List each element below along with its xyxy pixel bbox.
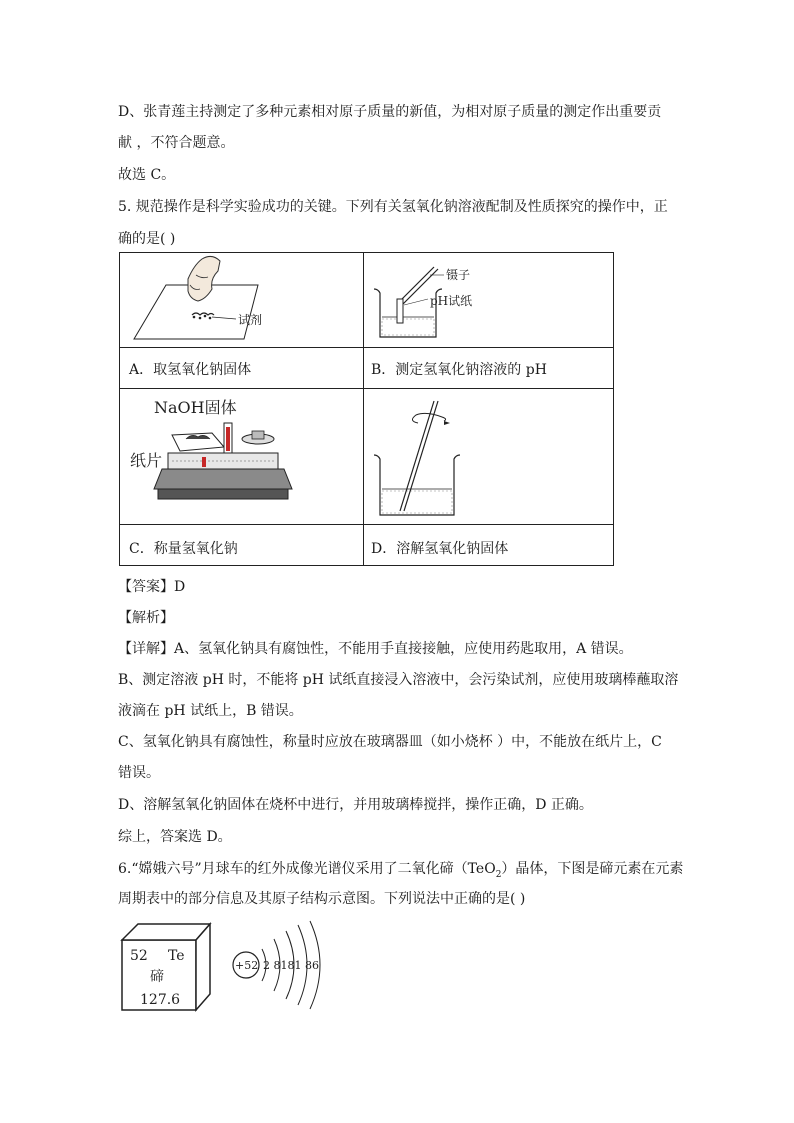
option-c-figure (128, 393, 360, 523)
text-line: 故选 C。 (118, 167, 176, 183)
question-5-stem: 确的是( ) (118, 231, 176, 247)
text-line: 综上，答案选 D。 (118, 829, 232, 845)
option-a-figure (126, 255, 362, 345)
electron-shells: 2 8181 86 (263, 959, 319, 972)
options-table (119, 252, 614, 566)
answer-line: 【答案】D (118, 579, 186, 595)
label-ph-paper: pH试纸 (430, 294, 473, 308)
text-line: D、张青莲主持测定了多种元素相对原子质量的新值，为相对原子质量的测定作出重要贡 (118, 104, 662, 120)
table-divider (120, 524, 613, 525)
label-reagent: 试剂 (238, 313, 263, 327)
text-line: C、氢氧化钠具有腐蚀性，称量时应放在玻璃器皿（如小烧杯 ）中，不能放在纸片上，C (118, 734, 662, 750)
option-d-figure (370, 393, 610, 523)
option-a-caption: A．取氢氧化钠固体 (129, 362, 252, 378)
option-d-caption: D．溶解氢氧化钠固体 (371, 541, 509, 557)
option-b-caption: B．测定氢氧化钠溶液的 pH (371, 362, 547, 378)
option-c-caption: C．称量氢氧化钠 (129, 541, 238, 557)
text-line: 液滴在 pH 试纸上，B 错误。 (118, 703, 303, 719)
table-divider (120, 388, 613, 389)
atomic-mass: 127.6 (140, 992, 181, 1008)
element-name: 碲 (150, 969, 164, 985)
table-divider (363, 253, 364, 565)
subscript: 2 (495, 869, 502, 880)
text-line: 错误。 (118, 765, 160, 781)
table-divider (120, 347, 613, 348)
question-6-text: 6.“嫦娥六号”月球车的红外成像光谱仪采用了二氧化碲（TeO (118, 861, 496, 877)
nucleus-charge: +52 (235, 959, 259, 972)
question-6-stem (118, 858, 683, 880)
question-6-stem: 周期表中的部分信息及其原子结构示意图。下列说法中正确的是( ) (118, 891, 526, 907)
analysis-heading: 【解析】 (118, 610, 174, 626)
element-cell (118, 920, 214, 1016)
label-naoh-solid: NaOH固体 (154, 398, 237, 417)
element-symbol: Te (168, 948, 185, 964)
text-line: 【详解】A、氢氧化钠具有腐蚀性，不能用手直接接触，应使用药匙取用，A 错误。 (118, 641, 633, 657)
label-paper-sheet: 纸片 (130, 451, 163, 470)
text-line: 献 ，不符合题意。 (118, 135, 235, 151)
option-b-figure (370, 255, 610, 345)
text-line: D、溶解氢氧化钠固体在烧杯中进行，并用玻璃棒搅拌，操作正确，D 正确。 (118, 797, 593, 813)
atomic-structure-diagram (228, 915, 338, 1015)
question-5-stem: 5. 规范操作是科学实验成功的关键。下列有关氢氧化钠溶液配制及性质探究的操作中，正 (118, 199, 668, 215)
atomic-number: 52 (130, 948, 148, 964)
text-line: B、测定溶液 pH 时，不能将 pH 试纸直接浸入溶液中，会污染试剂，应使用玻璃棒蘸取溶 (118, 672, 679, 688)
label-tweezers: 镊子 (446, 268, 471, 282)
question-6-text: ）晶体，下图是碲元素在元素 (501, 861, 684, 877)
